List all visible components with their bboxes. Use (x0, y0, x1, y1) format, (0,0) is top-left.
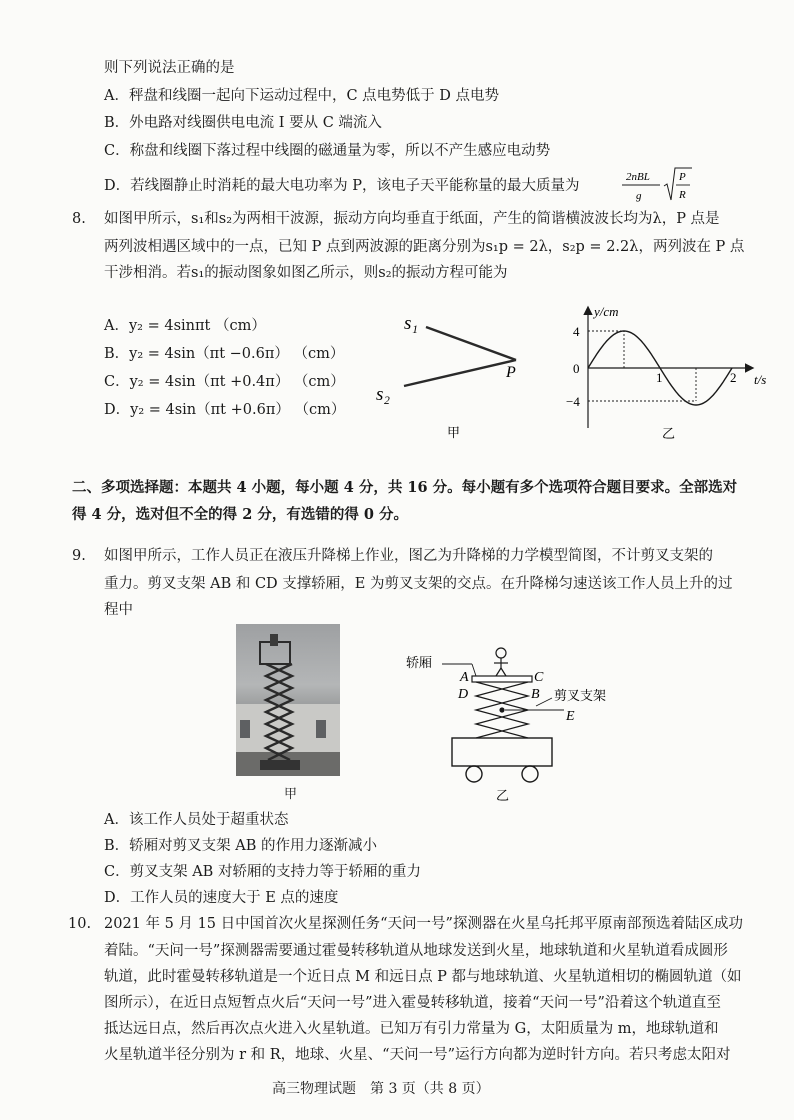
photo-lift-structure (236, 624, 340, 776)
label-car: 轿厢 (406, 656, 433, 671)
section2-heading-line-2: 得 4 分，选对但不全的得 2 分，有选错的得 0 分。 (72, 506, 409, 523)
q8-option-d: D．y₂ = 4sin（πt +0.6π） （cm） (104, 402, 346, 418)
q9-fig-yi-caption: 乙 (496, 789, 510, 802)
q8-stem-line-3: 干涉相消。若s₁的振动图象如图乙所示，则s₂的振动方程可能为 (104, 265, 508, 281)
fig-jia-caption: 甲 (447, 426, 461, 440)
q7-option-a: A．秤盘和线圈一起向下运动过程中，C 点电势低于 D 点电势 (104, 88, 500, 104)
q7-sqrt-sign (664, 168, 692, 200)
q9-stem-line-3: 程中 (104, 602, 133, 618)
q8-stem-line-1: 如图甲所示，s₁和s₂为两相干波源，振动方向均垂直于纸面，产生的简谐横波波长均为λ，P 点是 (104, 211, 720, 227)
q7-option-b: B．外电路对线圈供电电流 I 要从 C 端流入 (104, 115, 382, 131)
q7-root-numerator: P (679, 171, 686, 183)
y-tick-0: 0 (573, 361, 580, 376)
label-e: E (566, 709, 575, 724)
fig-yi-caption: 乙 (662, 427, 676, 442)
y-tick-4: 4 (573, 324, 580, 339)
scissor-lift-photo (236, 624, 340, 776)
q7-option-c: C．称盘和线圈下落过程中线圈的磁通量为零，所以不产生感应电动势 (104, 143, 551, 159)
q7-prompt: 则下列说法正确的是 (104, 60, 235, 76)
q8-number: 8. (72, 211, 86, 227)
q9-option-a: A．该工作人员处于超重状态 (104, 812, 289, 828)
label-b: B (531, 687, 540, 702)
q8-option-a: A．y₂ = 4sinπt （cm） (104, 318, 266, 334)
q8-stem-line-2: 两列波相遇区域中的一点，已知 P 点到两波源的距离分别为s₁p = 2λ，s₂p = 2.2λ，两列波在 P 点 (104, 239, 745, 255)
x-tick-1: 1 (656, 370, 663, 385)
q7-root-denominator: R (679, 189, 686, 201)
wheel (466, 766, 482, 782)
wheel (522, 766, 538, 782)
q9-option-b: B．轿厢对剪叉支架 AB 的作用力逐渐减小 (104, 838, 377, 854)
q9-stem-line-1: 如图甲所示，工作人员正在液压升降梯上作业，图乙为升降梯的力学模型简图，不计剪叉支架的 (104, 548, 713, 564)
s2-label: s₂ (376, 384, 390, 405)
section2-heading-line-1: 二、多项选择题：本题共 4 小题，每小题 4 分，共 16 分。每小题有多个选项符合题目要求。全部选对 (72, 479, 738, 496)
worker-leg (496, 668, 501, 676)
q10-stem-line-1: 2021 年 5 月 15 日中国首次火星探测任务“天问一号”探测器在火星乌托邦平原南部预选着陆区成功 (104, 916, 743, 932)
q10-number: 10. (68, 916, 92, 932)
q10-stem-line-2: 着陆。“天问一号”探测器需要通过霍曼转移轨道从地球发送到火星，地球轨道和火星轨道看成圆形 (104, 943, 728, 959)
car-platform (472, 676, 532, 682)
q10-stem-line-5: 抵达远日点，然后再次点火进入火星轨道。已知万有引力常量为 G，太阳质量为 m，地球轨道和 (104, 1021, 719, 1037)
q9-figure-yi (404, 640, 614, 802)
s1-to-p-line (426, 327, 516, 360)
s1-label: s₁ (404, 313, 418, 334)
q9-stem-line-2: 重力。剪叉支架 AB 和 CD 支撑轿厢，E 为剪叉支架的交点。在升降梯匀速送该工作人员上升的过 (104, 576, 733, 592)
q7-option-d: D．若线圈静止时消耗的最大电功率为 P，该电子天平能称量的最大质量为 (104, 178, 580, 194)
q10-stem-line-3: 轨道，此时霍曼转移轨道是一个近日点 M 和远日点 P 都与地球轨道、火星轨道相切的椭圆轨道（如 (104, 969, 742, 985)
worker-leg (501, 668, 506, 676)
q8-option-c: C．y₂ = 4sin（πt +0.4π） （cm） (104, 374, 345, 390)
q10-stem-line-4: 图所示），在近日点短暂点火后“天问一号”进入霍曼转移轨道，接着“天问一号”沿着这个轨道直至 (104, 995, 721, 1011)
q9-option-c: C．剪叉支架 AB 对轿厢的支持力等于轿厢的重力 (104, 864, 421, 880)
x-tick-2: 2 (730, 370, 737, 385)
x-axis-label: t/s (754, 372, 767, 387)
q7-formula-numerator: 2nBL (626, 171, 650, 183)
label-c: C (534, 670, 544, 685)
y-axis-label: y/cm (594, 304, 619, 319)
s2-to-p-line (404, 360, 516, 386)
label-a: A (460, 670, 469, 685)
point-e (499, 707, 504, 712)
q8-figure-yi (560, 300, 782, 442)
q7-formula-denominator: g (636, 190, 642, 202)
q10-stem-line-6: 火星轨道半径分别为 r 和 R，地球、火星、“天问一号”运行方向都为逆时针方向。若只考虑太阳对 (104, 1047, 731, 1063)
q8-figure-jia (370, 305, 540, 440)
car-leader-line (472, 664, 476, 676)
y-tick-minus-4: −4 (566, 394, 580, 409)
q9-fig-jia-caption: 甲 (284, 787, 298, 802)
worker-head (496, 648, 506, 658)
label-d: D (458, 687, 469, 702)
q7-formula (618, 164, 694, 208)
q9-number: 9. (72, 548, 86, 564)
q9-option-d: D．工作人员的速度大于 E 点的速度 (104, 890, 339, 906)
p-label: P (506, 364, 516, 381)
lift-base (452, 738, 552, 766)
page-footer: 高三物理试题 第 3 页（共 8 页） (272, 1081, 490, 1097)
q8-option-b: B．y₂ = 4sin（πt −0.6π） （cm） (104, 346, 345, 362)
label-scissor-frame: 剪叉支架 (554, 689, 607, 704)
